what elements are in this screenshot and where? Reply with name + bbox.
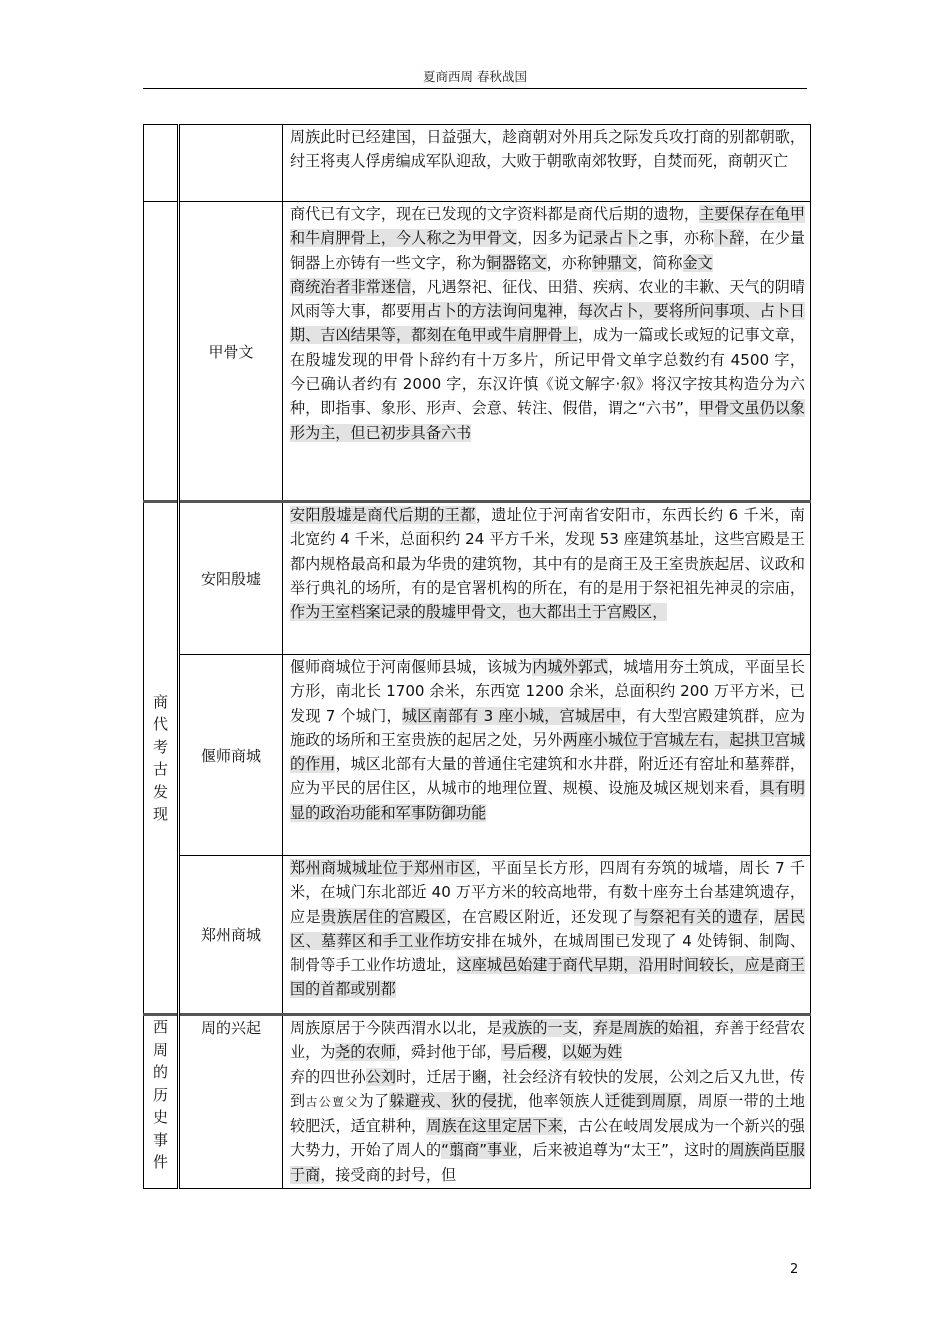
highlighted-text: 具有明显的政治功能和军事防御功能: [290, 779, 805, 822]
row-anyang: [144, 502, 811, 655]
zhou-rise-content: [283, 1015, 811, 1189]
highlighted-text: 躲避戎、狄的侵扰: [389, 1091, 513, 1110]
seal-script-name: 古公亶父: [305, 1094, 359, 1109]
text-segment: ，因多为: [517, 229, 578, 248]
text-segment: 商代已有文字，现在已发现的文字资料都是商代后期的遗物，: [290, 205, 699, 223]
text-segment: ，城区北部有大量的普通住宅建筑和水井群，附近还有窑址和墓葬群，应为平民的居住区，从城市的地理位置、规模、设施及城区规划来看，: [290, 755, 805, 798]
highlighted-text: 城区南部有 3 座小城，宫城居中: [401, 706, 622, 725]
page-header: 夏商西周 春秋战国: [423, 69, 527, 84]
zhengzhou-label: 郑州商城: [179, 856, 283, 1015]
category-label: 西周的历史事件: [152, 1018, 168, 1171]
highlighted-text: 金文: [682, 253, 713, 272]
text-segment: ，平面呈长方形，四周有夯筑的城墙，周长 7 千米，在城门东北部近 40 万平方米的较高地带，有数十座夯土台基建筑遗存，应是: [290, 859, 805, 926]
highlighted-text: 主要保存在龟甲和牛肩胛骨上，今人称之为甲骨文: [290, 205, 805, 248]
row-zhengzhou: [144, 856, 811, 1015]
text-segment: ，: [546, 1043, 562, 1062]
highlighted-text: 钟鼎文: [591, 253, 638, 272]
highlighted-text: 铜器铭文: [486, 253, 547, 272]
text-segment: ，周原一带的土地较肥沃，适宜耕种，: [290, 1091, 805, 1136]
text-segment: ，接受商的封号，但: [320, 1165, 457, 1184]
row-yanshi: [144, 655, 811, 856]
anyang-label: 安阳殷墟: [179, 502, 283, 655]
highlighted-text: 居民区、墓葬区和手工业作坊: [290, 907, 805, 950]
text-segment: ，: [577, 1019, 593, 1037]
empty-category-cell: [144, 125, 179, 202]
text-segment: ，弃善于经营农业，为: [290, 1019, 805, 1062]
text-segment: 安排在城外，在城周围已发现了 4 处铸铜、制陶、制骨等手工业作坊遗址，: [290, 931, 805, 975]
text-segment: ，: [758, 907, 775, 926]
text-segment: ，后来被追尊为“太王”，这时的: [517, 1141, 730, 1160]
text-segment: ，舜封他于邰，: [395, 1043, 502, 1062]
zhou-rise-paragraph-2: [290, 1065, 805, 1187]
text-segment: ，在宫殿区附近，还发现了: [446, 907, 634, 926]
row-jiaguwen: [144, 202, 811, 502]
empty-subcategory-cell: [179, 125, 283, 202]
continuation-content: [283, 125, 811, 202]
text-segment: 为了: [358, 1091, 390, 1110]
highlighted-text: 周族在这里定居下来: [426, 1117, 563, 1136]
yanshi-content: [283, 655, 811, 856]
highlighted-text: 作为王室档案记录的殷墟甲骨文，也大都出土于宫殿区，: [290, 603, 668, 622]
highlighted-text: 内城外郭式: [532, 658, 609, 676]
jiaguwen-label: 甲骨文: [179, 202, 283, 502]
highlighted-text: 用占卜的方法询问鬼神: [411, 302, 563, 321]
highlighted-text: 这座城邑始建于商代早期，沿用时间较长，应是商王国的首都或别都: [290, 956, 805, 999]
highlighted-text: 号后稷: [501, 1043, 547, 1062]
highlighted-text: 公刘: [365, 1067, 397, 1086]
yanshi-label: 偃师商城: [179, 655, 283, 856]
text-segment: ，他率领族人: [512, 1091, 606, 1110]
text-segment: ，成为一篇或长或短的记事文章，在殷墟发现的甲骨卜辞约有十万多片，所记甲骨文单字总数约有 4500 字，今已确认者约有 2000 字，东汉许慎《说文解字·叙》将汉字按其构造分为六种，即指事、象形、形声、会意、转注、假借，谓之“六书”，: [290, 326, 805, 418]
highlighted-text: 甲骨文虽仍以象形为主，但已初步具备六书: [290, 399, 805, 442]
highlighted-text: 安阳殷墟是商代后期的王都: [290, 506, 476, 524]
header-rule: [143, 88, 807, 89]
row-zhou-rise: [144, 1015, 811, 1189]
highlighted-text: “翦商”事业: [441, 1141, 518, 1160]
highlighted-text: 贵族居住的宫殿区: [321, 907, 447, 926]
highlighted-text: 每次占卜，要将所问事项、占卜日期、吉凶结果等，都刻在龟甲或牛肩胛骨上: [290, 302, 805, 345]
text-segment: 周族原居于今陕西渭水以北，是: [290, 1019, 503, 1037]
category-label: 商代考古发现: [152, 692, 168, 823]
empty-category-cell: [144, 202, 179, 502]
text-segment: 周族此时已经建国，日益强大，趁商朝对外用兵之际发兵攻打商的别都朝歌，纣王将夷人俘虏编成军队迎敌，大败于朝歌南郊牧野，自焚而死，商朝灭亡: [290, 128, 805, 171]
highlighted-text: 以姬为姓: [561, 1043, 623, 1062]
text-segment: ，遗址位于河南省安阳市，东西长约 6 千米，南北宽约 4 千米，总面积约 24 平方千米，发现 53 座建筑基址，这些宫殿是王都内规格最高和最为华贵的建筑物，其中有的是商王及王室贵族起居、议政和举行典礼的场所，有的是官署机构的所在，有的是用于祭祀祖先神灵的宗庙，: [290, 506, 805, 597]
highlighted-text: 与祭祀有关的遗存: [633, 907, 759, 926]
zhou-rise-label: 周的兴起: [179, 1015, 283, 1189]
zhou-rise-paragraph-1: [290, 1016, 805, 1065]
highlighted-text: 卜辞: [714, 229, 745, 248]
highlighted-text: 周族尚臣服于商: [290, 1141, 805, 1184]
history-table: [143, 124, 811, 1189]
highlighted-text: 两座小城位于宫城左右，起拱卫宫城的作用: [290, 730, 805, 774]
highlighted-text: 迁徙到周原: [605, 1091, 683, 1110]
text-segment: ，城墙用夯土筑成，平面呈长方形，南北长 1700 余米，东西宽 1200 余米，总面积约 200 万平方米，已发现 7 个城门，: [290, 658, 805, 725]
text-segment: ，亦称: [546, 253, 592, 272]
text-segment: ，凡遇祭祀、征伐、田猎、疾病、农业的丰歉、天气的阴晴风雨等大事，都要: [290, 277, 805, 321]
text-segment: ，古公在岐周发展成为一个新兴的强大势力，开始了周人的: [290, 1117, 805, 1160]
highlighted-text: 商统治者非常迷信: [290, 277, 412, 296]
highlighted-text: 郑州商城城址位于郑州市区: [290, 859, 476, 877]
text-segment: ，简称: [637, 253, 683, 272]
category-western-zhou: [144, 1015, 179, 1189]
zhengzhou-content: [283, 856, 811, 1015]
text-segment: ，在少量铜器上亦铸有一些文字，称为: [290, 229, 805, 272]
jiaguwen-paragraph-2: [290, 275, 805, 445]
text-segment: ，: [562, 302, 578, 321]
text-segment: 时，迁居于豳，社会经济有较快的发展，公刘之后又九世，传到: [290, 1067, 805, 1110]
text-segment: 弃的四世孙: [290, 1067, 366, 1086]
text-segment: ，有大型宫殿建筑群，应为施政的场所和王室贵族的起居之处，另外: [290, 706, 805, 749]
highlighted-text: 尧的农师: [335, 1043, 396, 1062]
jiaguwen-paragraph-1: [290, 202, 805, 275]
page-number: 2: [790, 1262, 799, 1277]
text-segment: 之事，亦称: [638, 229, 715, 248]
anyang-content: [283, 502, 811, 655]
jiaguwen-content: [283, 202, 811, 502]
row-continuation: [144, 125, 811, 202]
category-shang-archaeology: [144, 502, 179, 1015]
highlighted-text: 弃是周族的始祖: [592, 1019, 699, 1037]
text-segment: 偃师商城位于河南偃师县城，该城为: [290, 658, 533, 676]
highlighted-text: 记录占卜: [577, 229, 639, 248]
highlighted-text: 戎族的一支: [502, 1019, 578, 1037]
